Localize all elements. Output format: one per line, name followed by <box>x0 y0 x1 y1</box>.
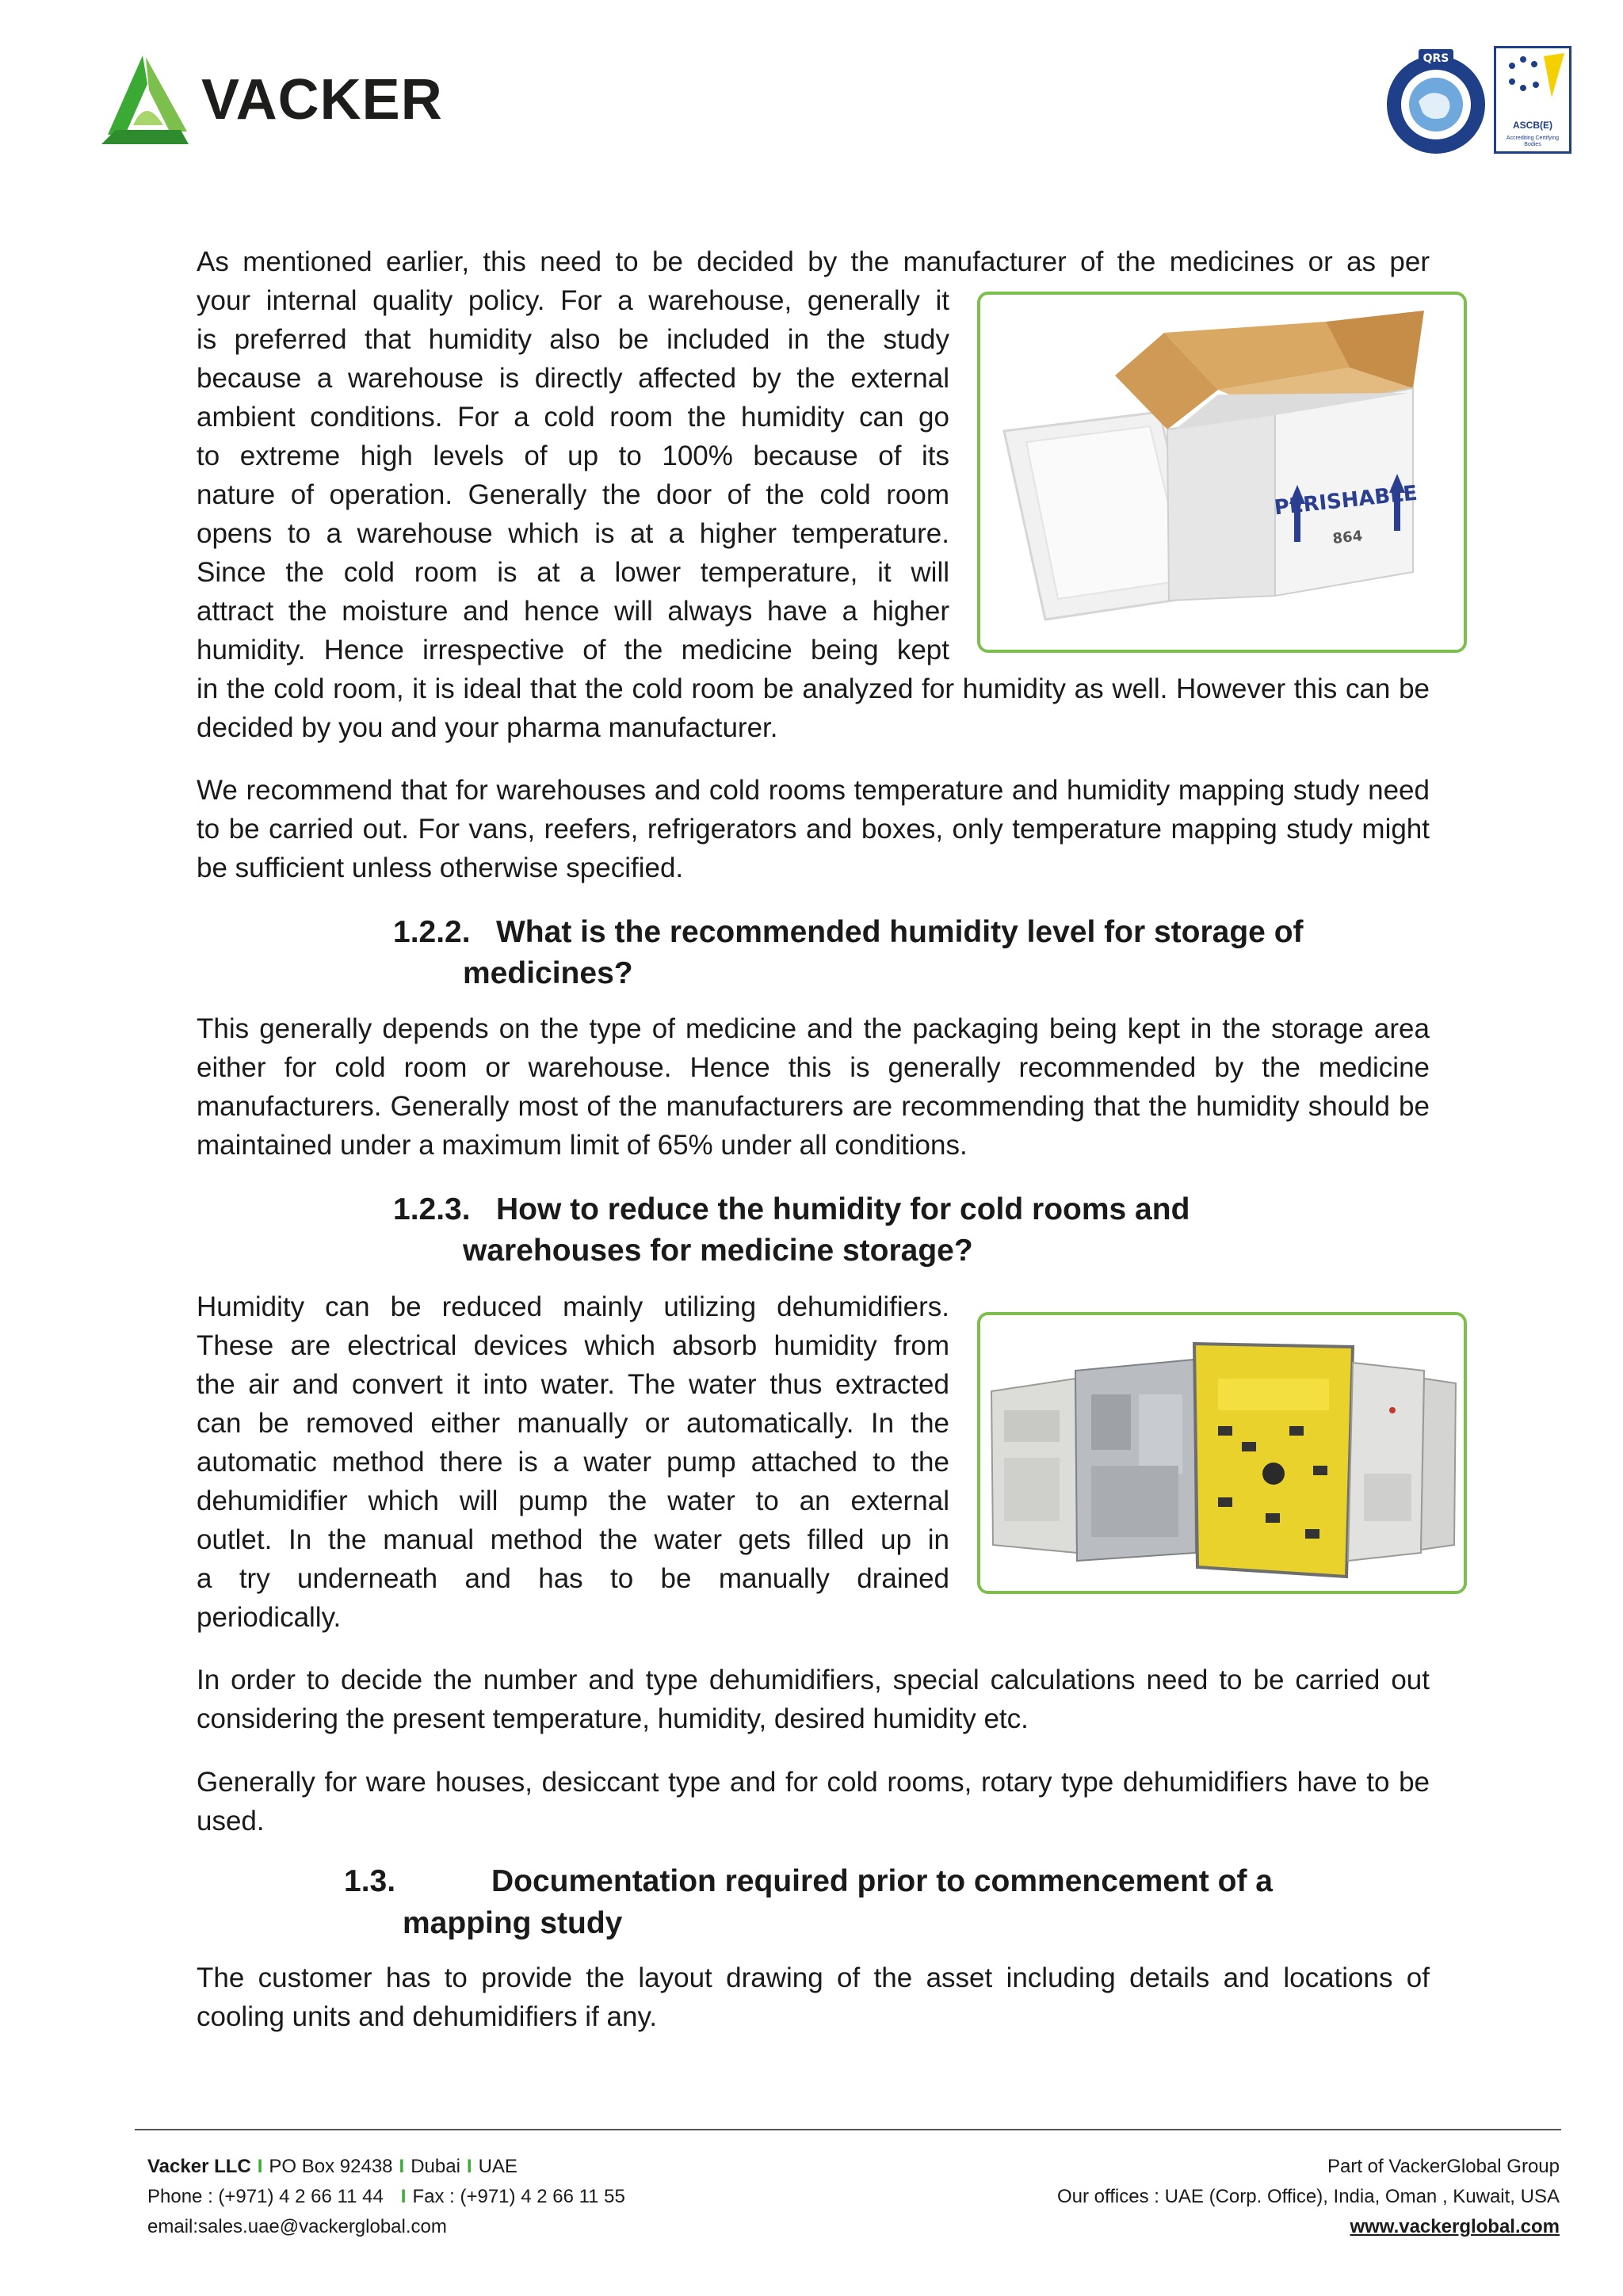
footer-email[interactable]: email:sales.uae@vackerglobal.com <box>147 2216 447 2237</box>
footer-po-box: PO Box 92438 <box>269 2156 393 2177</box>
ascb-subtitle: Accrediting Certifying Bodies <box>1506 135 1560 147</box>
dehumidifier-line: Humidity can be reduced mainly utilizing dehumidifiers. <box>197 1291 949 1322</box>
qrs-label: QRS <box>1423 52 1449 65</box>
vacker-logo <box>94 49 443 152</box>
intro-line: nature of operation. Generally the door of the cold room <box>197 479 949 510</box>
footer-contact-line: Phone : (+971) 4 2 66 11 44 I Fax : (+971) 4 2 66 11 55 <box>147 2186 625 2207</box>
intro-line: Since the cold room is at a lower temperature, it will <box>197 557 949 588</box>
intro-first-line: As mentioned earlier, this need to be decided by the manufacturer of the medicines or as per <box>197 246 1430 277</box>
ascb-badge <box>1494 46 1571 154</box>
dehumidifiers-image <box>977 1312 1467 1594</box>
dehumidifier-line: the air and convert it into water. The water thus extracted <box>197 1369 949 1400</box>
brand-wordmark: VACKER <box>201 68 443 132</box>
section-1-2-3-number: 1.2.3. <box>393 1192 471 1226</box>
footer-city: Dubai <box>411 2156 460 2177</box>
footer-address-line: Vacker LLC I PO Box 92438 I Dubai I UAE <box>147 2156 517 2177</box>
dehumidifier-line: a try underneath and has to be manually drained <box>197 1563 949 1594</box>
section-1-2-2-title-line2: medicines? <box>463 956 633 990</box>
intro-line: because a warehouse is directly affected by the external <box>197 363 949 394</box>
dehumidifier-line: dehumidifier which will pump the water to an external <box>197 1486 949 1516</box>
section-1-3-number: 1.3. <box>344 1864 396 1898</box>
intro-line: humidity. Hence irrespective of the medicine being kept <box>197 635 949 666</box>
footer-website-link[interactable]: www.vackerglobal.com <box>1350 2216 1560 2237</box>
intro-wrapped-text <box>197 281 949 669</box>
perishable-code: 864 <box>1331 528 1364 547</box>
perishable-label: PERISHABLE <box>1273 481 1419 521</box>
section-1-2-3-wrapped-text <box>197 1287 949 1637</box>
intro-line: your internal quality policy. For a warehouse, generally it <box>197 285 949 316</box>
perishable-box-image <box>977 292 1467 653</box>
footer-fax: Fax : (+971) 4 2 66 11 55 <box>412 2186 625 2207</box>
dehumidifier-line: can be removed either manually or automatically. In the <box>197 1408 949 1439</box>
dehumidifier-line: automatic method there is a water pump attached to the <box>197 1447 949 1478</box>
intro-line: attract the moisture and hence will always have a higher <box>197 596 949 627</box>
dehumidifier-line: periodically. <box>197 1602 342 1633</box>
footer-phone: Phone : (+971) 4 2 66 11 44 <box>147 2186 384 2207</box>
intro-line: is preferred that humidity also be included in the study <box>197 324 949 355</box>
section-1-2-2-body: This generally depends on the type of medicine and the packaging being kept in the storage area either for cold room or warehouse. Hence this is generally recommended by the medicine manufacturers. Generally most of the manufacturers are recommending that the humidity should be maintained under a maximum limit of 65% under all conditions. <box>197 1013 1430 1161</box>
footer-company: Vacker LLC <box>147 2156 251 2177</box>
footer-divider <box>135 2129 1561 2130</box>
section-1-2-2-title-line1: What is the recommended humidity level for storage of <box>496 915 1304 949</box>
footer-country: UAE <box>478 2156 517 2177</box>
dehumidifier-line: These are electrical devices which absorb humidity from <box>197 1330 949 1361</box>
section-1-2-3-title-line2: warehouses for medicine storage? <box>463 1234 973 1268</box>
certification-badges <box>1383 46 1573 157</box>
section-1-3-title-line1: Documentation required prior to commencement of a <box>491 1864 1273 1898</box>
perishable-box-illustration <box>980 295 1464 650</box>
qrs-iso-seal-icon <box>1383 49 1489 155</box>
vacker-leaf-icon <box>94 49 197 152</box>
intro-line: opens to a warehouse which is at a higher temperature. <box>197 518 949 549</box>
section-1-3-body: The customer has to provide the layout drawing of the asset including details and locations of cooling units and dehumidifiers if any. <box>197 1962 1430 2032</box>
footer-offices: Our offices : UAE (Corp. Office), India, Oman , Kuwait, USA <box>1056 2186 1560 2207</box>
ascb-label: ASCB(E) <box>1513 120 1552 131</box>
footer-group: Part of VackerGlobal Group <box>1327 2156 1560 2177</box>
section-1-2-2-number: 1.2.2. <box>393 915 471 949</box>
intro-line: to extreme high levels of up to 100% because of its <box>197 441 949 471</box>
dehumidifiers-illustration <box>980 1315 1464 1591</box>
recommend-paragraph: We recommend that for warehouses and cold rooms temperature and humidity mapping study need to be carried out. For vans, reefers, refrigerators and boxes, only temperature mapping study might be sufficient unless otherwise specified. <box>197 775 1430 883</box>
intro-tail-text: in the cold room, it is ideal that the cold room be analyzed for humidity as well. However this can be decided by you and your pharma manufacturer. <box>197 673 1430 743</box>
section-1-2-3-para2: In order to decide the number and type dehumidifiers, special calculations need to be carried out considering the present temperature, humidity, desired humidity etc. <box>197 1665 1430 1734</box>
section-1-3-title-line2: mapping study <box>403 1906 623 1940</box>
section-1-2-3-para3: Generally for ware houses, desiccant type and for cold rooms, rotary type dehumidifiers have to be used. <box>197 1767 1430 1836</box>
intro-line: ambient conditions. For a cold room the humidity can go <box>197 402 949 433</box>
dehumidifier-line: outlet. In the manual method the water gets filled up in <box>197 1524 949 1555</box>
section-1-2-3-title-line1: How to reduce the humidity for cold rooms and <box>496 1192 1190 1226</box>
ascb-stars-icon <box>1496 50 1569 105</box>
